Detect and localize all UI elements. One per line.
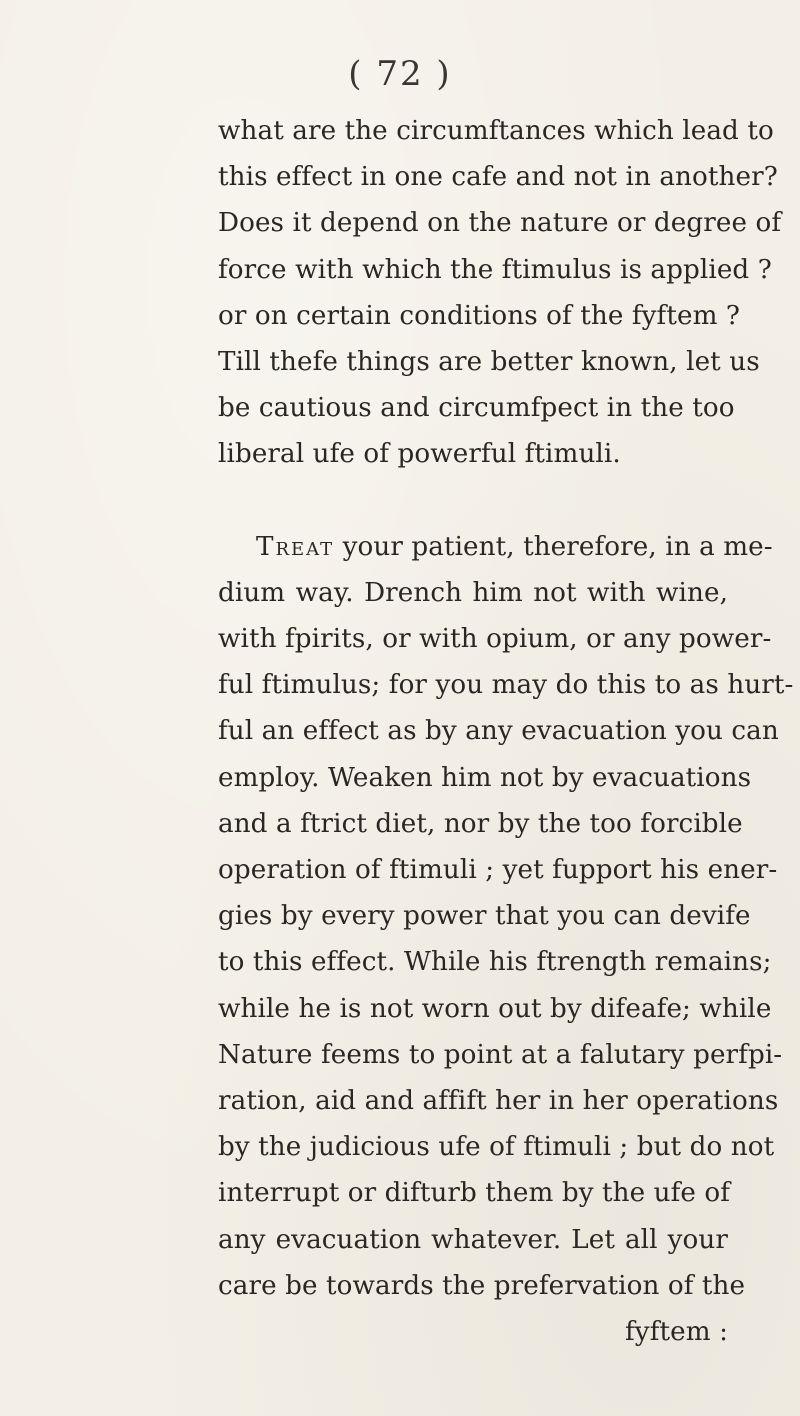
text-line: this effect in one cafe and not in another? [218,162,778,193]
text-line: with fpirits, or with opium, or any power- [218,624,772,655]
text-line: liberal ufe of powerful ftimuli. [218,439,621,470]
text-line: or on certain conditions of the fyftem ? [218,300,741,331]
catchword: fyftem : [625,1316,728,1347]
text-line: Till thefe things are better known, let us [218,346,760,377]
text-line: interrupt or difturb them by the ufe of [218,1178,731,1209]
text-line: care be towards the prefervation of the [218,1270,746,1301]
text-line: employ. Weaken him not by evacuations [218,762,752,793]
text-line: to this effect. While his ftrength remains; [218,947,772,978]
text-line: while he is not worn out by difeafe; while [218,993,772,1024]
text-line: be cautious and circumfpect in the too [218,393,735,424]
text-line: Does it depend on the nature or degree of [218,208,782,239]
lead-word: Treat [256,531,335,562]
text-line: force with which the ftimulus is applied ? [218,254,772,285]
body-text [218,108,794,1355]
text-line: gies by every power that you can devife [218,901,751,932]
text-line-first [218,524,773,570]
paragraph-1 [218,108,782,478]
text-line: and a ftrict diet, nor by the too forcible [218,808,743,839]
text-line: Nature feems to point at a falutary perfpi- [218,1039,783,1070]
text-line: ration, aid and affift her in her operations [218,1085,779,1116]
text-line: ful ftimulus; for you may do this to as hurt- [218,670,794,701]
text-line: dium way. Drench him not with wine, [218,577,728,608]
text-line: any evacuation whatever. Let all your [218,1224,728,1255]
paragraph-2 [218,524,794,1355]
text-line: ful an effect as by any evacuation you can [218,716,779,747]
text-line: operation of ftimuli ; yet fupport his ener- [218,855,778,885]
text-line: what are the circumftances which lead to [218,116,774,146]
page-number: ( 72 ) [348,54,452,94]
text-line: by the judicious ufe of ftimuli ; but do not [218,1132,775,1163]
first-line-text: your patient, therefore, in a me- [334,531,773,562]
paragraph-gap [218,478,728,524]
